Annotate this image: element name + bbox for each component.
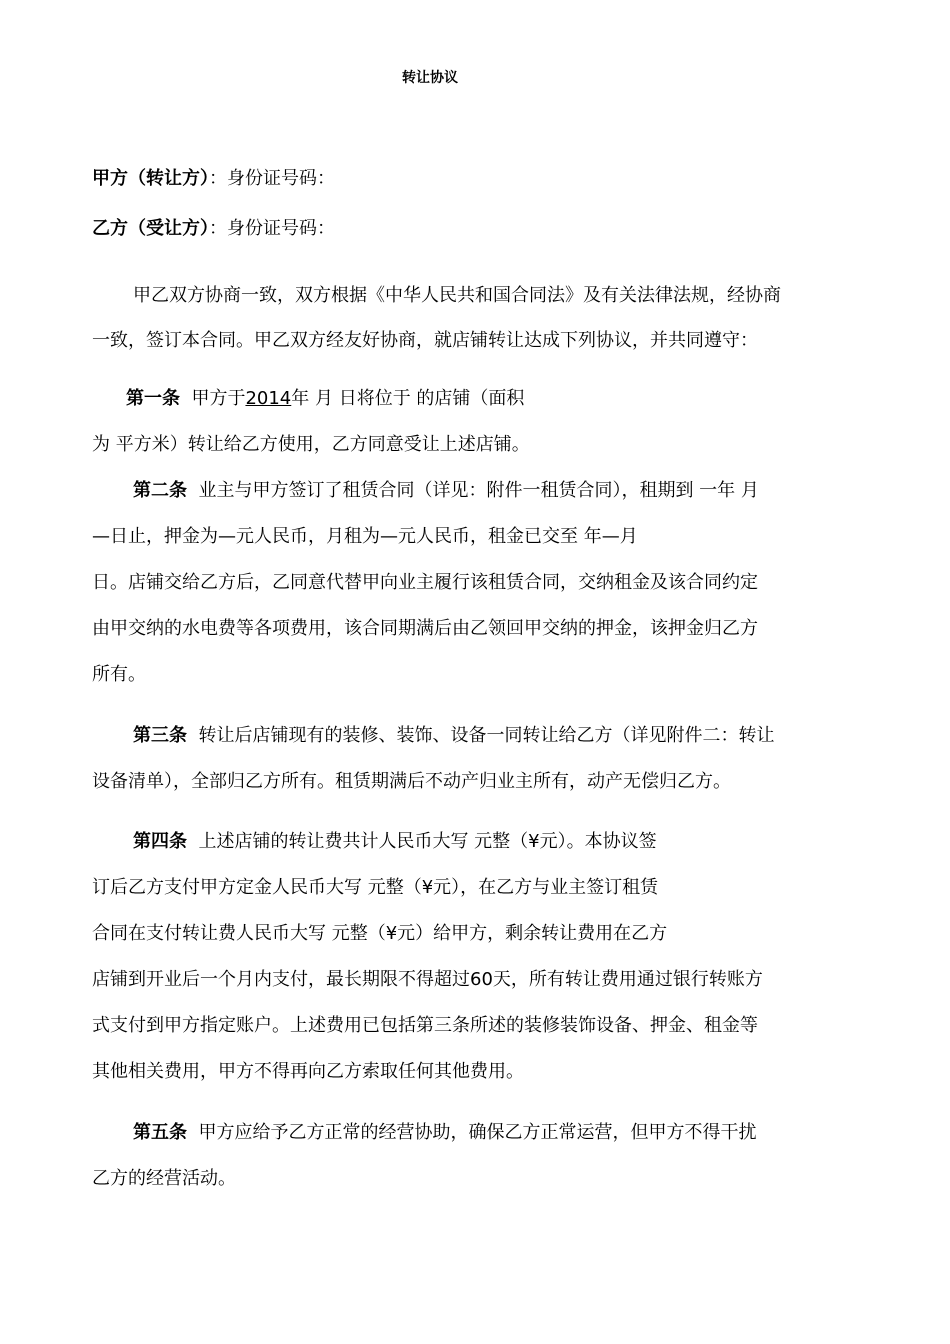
party-b-id-label: 身份证号码： <box>227 218 335 239</box>
article5-line: 乙方的经营活动。 <box>92 1168 236 1189</box>
article1-text: 年 月 日将位于 的店铺（面积 <box>291 388 525 409</box>
article4-heading: 第四条 <box>133 831 187 852</box>
article3-text: 转让后店铺现有的装修、装饰、设备一同转让给乙方（详见附件二：转让 <box>198 725 775 746</box>
article5-heading: 第五条 <box>133 1122 187 1143</box>
party-b-line <box>92 216 335 242</box>
article4-text: 上述店铺的转让费共计人民币大写 元整（¥元）。本协议签 <box>198 831 657 852</box>
party-b-colon: ： <box>209 218 227 239</box>
article1-text: 甲方于 <box>191 388 246 409</box>
article2-line: —日止，押金为—元人民币，月租为—元人民币，租金已交至 年—月 <box>92 526 638 547</box>
article4-line: 店铺到开业后一个月内支付，最长期限不得超过60天，所有转让费用通过银行转账方 <box>92 969 763 990</box>
party-a-label: 甲方（转让方） <box>92 168 209 189</box>
article5-line <box>133 1120 756 1146</box>
article4-line: 合同在支付转让费人民币大写 元整（¥元）给甲方，剩余转让费用在乙方 <box>92 923 668 944</box>
article2-line <box>133 478 759 504</box>
party-a-line <box>92 166 335 192</box>
article5-text: 甲方应给予乙方正常的经营协助，确保乙方正常运营，但甲方不得干扰 <box>198 1122 757 1143</box>
article4-line: 其他相关费用，甲方不得再向乙方索取任何其他费用。 <box>92 1061 524 1082</box>
article3-line <box>133 723 774 749</box>
article4-line: 式支付到甲方指定账户。上述费用已包括第三条所述的装修装饰设备、押金、租金等 <box>92 1015 758 1036</box>
article3-line: 设备清单），全部归乙方所有。租赁期满后不动产归业主所有，动产无偿归乙方。 <box>92 771 731 792</box>
article2-heading: 第二条 <box>133 480 187 501</box>
article2-text: 业主与甲方签订了租赁合同（详见：附件一租赁合同），租期到 一年 月 <box>198 480 759 501</box>
article1-line: 为 平方米）转让给乙方使用，乙方同意受让上述店铺。 <box>92 434 530 455</box>
article2-line: 所有。 <box>92 664 146 685</box>
article4-line <box>133 829 657 855</box>
article4-line: 订后乙方支付甲方定金人民币大写 元整（¥元），在乙方与业主签订租赁 <box>92 877 659 898</box>
article1-heading: 第一条 <box>126 388 180 409</box>
article1-line <box>126 386 524 412</box>
article2-line: 日。店铺交给乙方后，乙同意代替甲向业主履行该租赁合同，交纳租金及该合同约定 <box>92 572 758 593</box>
article1-year: 2014 <box>245 388 292 409</box>
party-a-colon: ： <box>209 168 227 189</box>
preamble-line: 甲乙双方协商一致，双方根据《中华人民共和国合同法》及有关法律法规，经协商 <box>133 285 781 306</box>
party-b-label: 乙方（受让方） <box>92 218 209 239</box>
preamble-line: 一致，签订本合同。甲乙双方经友好协商，就店铺转让达成下列协议，并共同遵守： <box>92 330 758 351</box>
party-a-id-label: 身份证号码： <box>227 168 335 189</box>
article3-heading: 第三条 <box>133 725 187 746</box>
document-title: 转让协议 <box>402 70 458 86</box>
article2-line: 由甲交纳的水电费等各项费用，该合同期满后由乙领回甲交纳的押金，该押金归乙方 <box>92 618 758 639</box>
